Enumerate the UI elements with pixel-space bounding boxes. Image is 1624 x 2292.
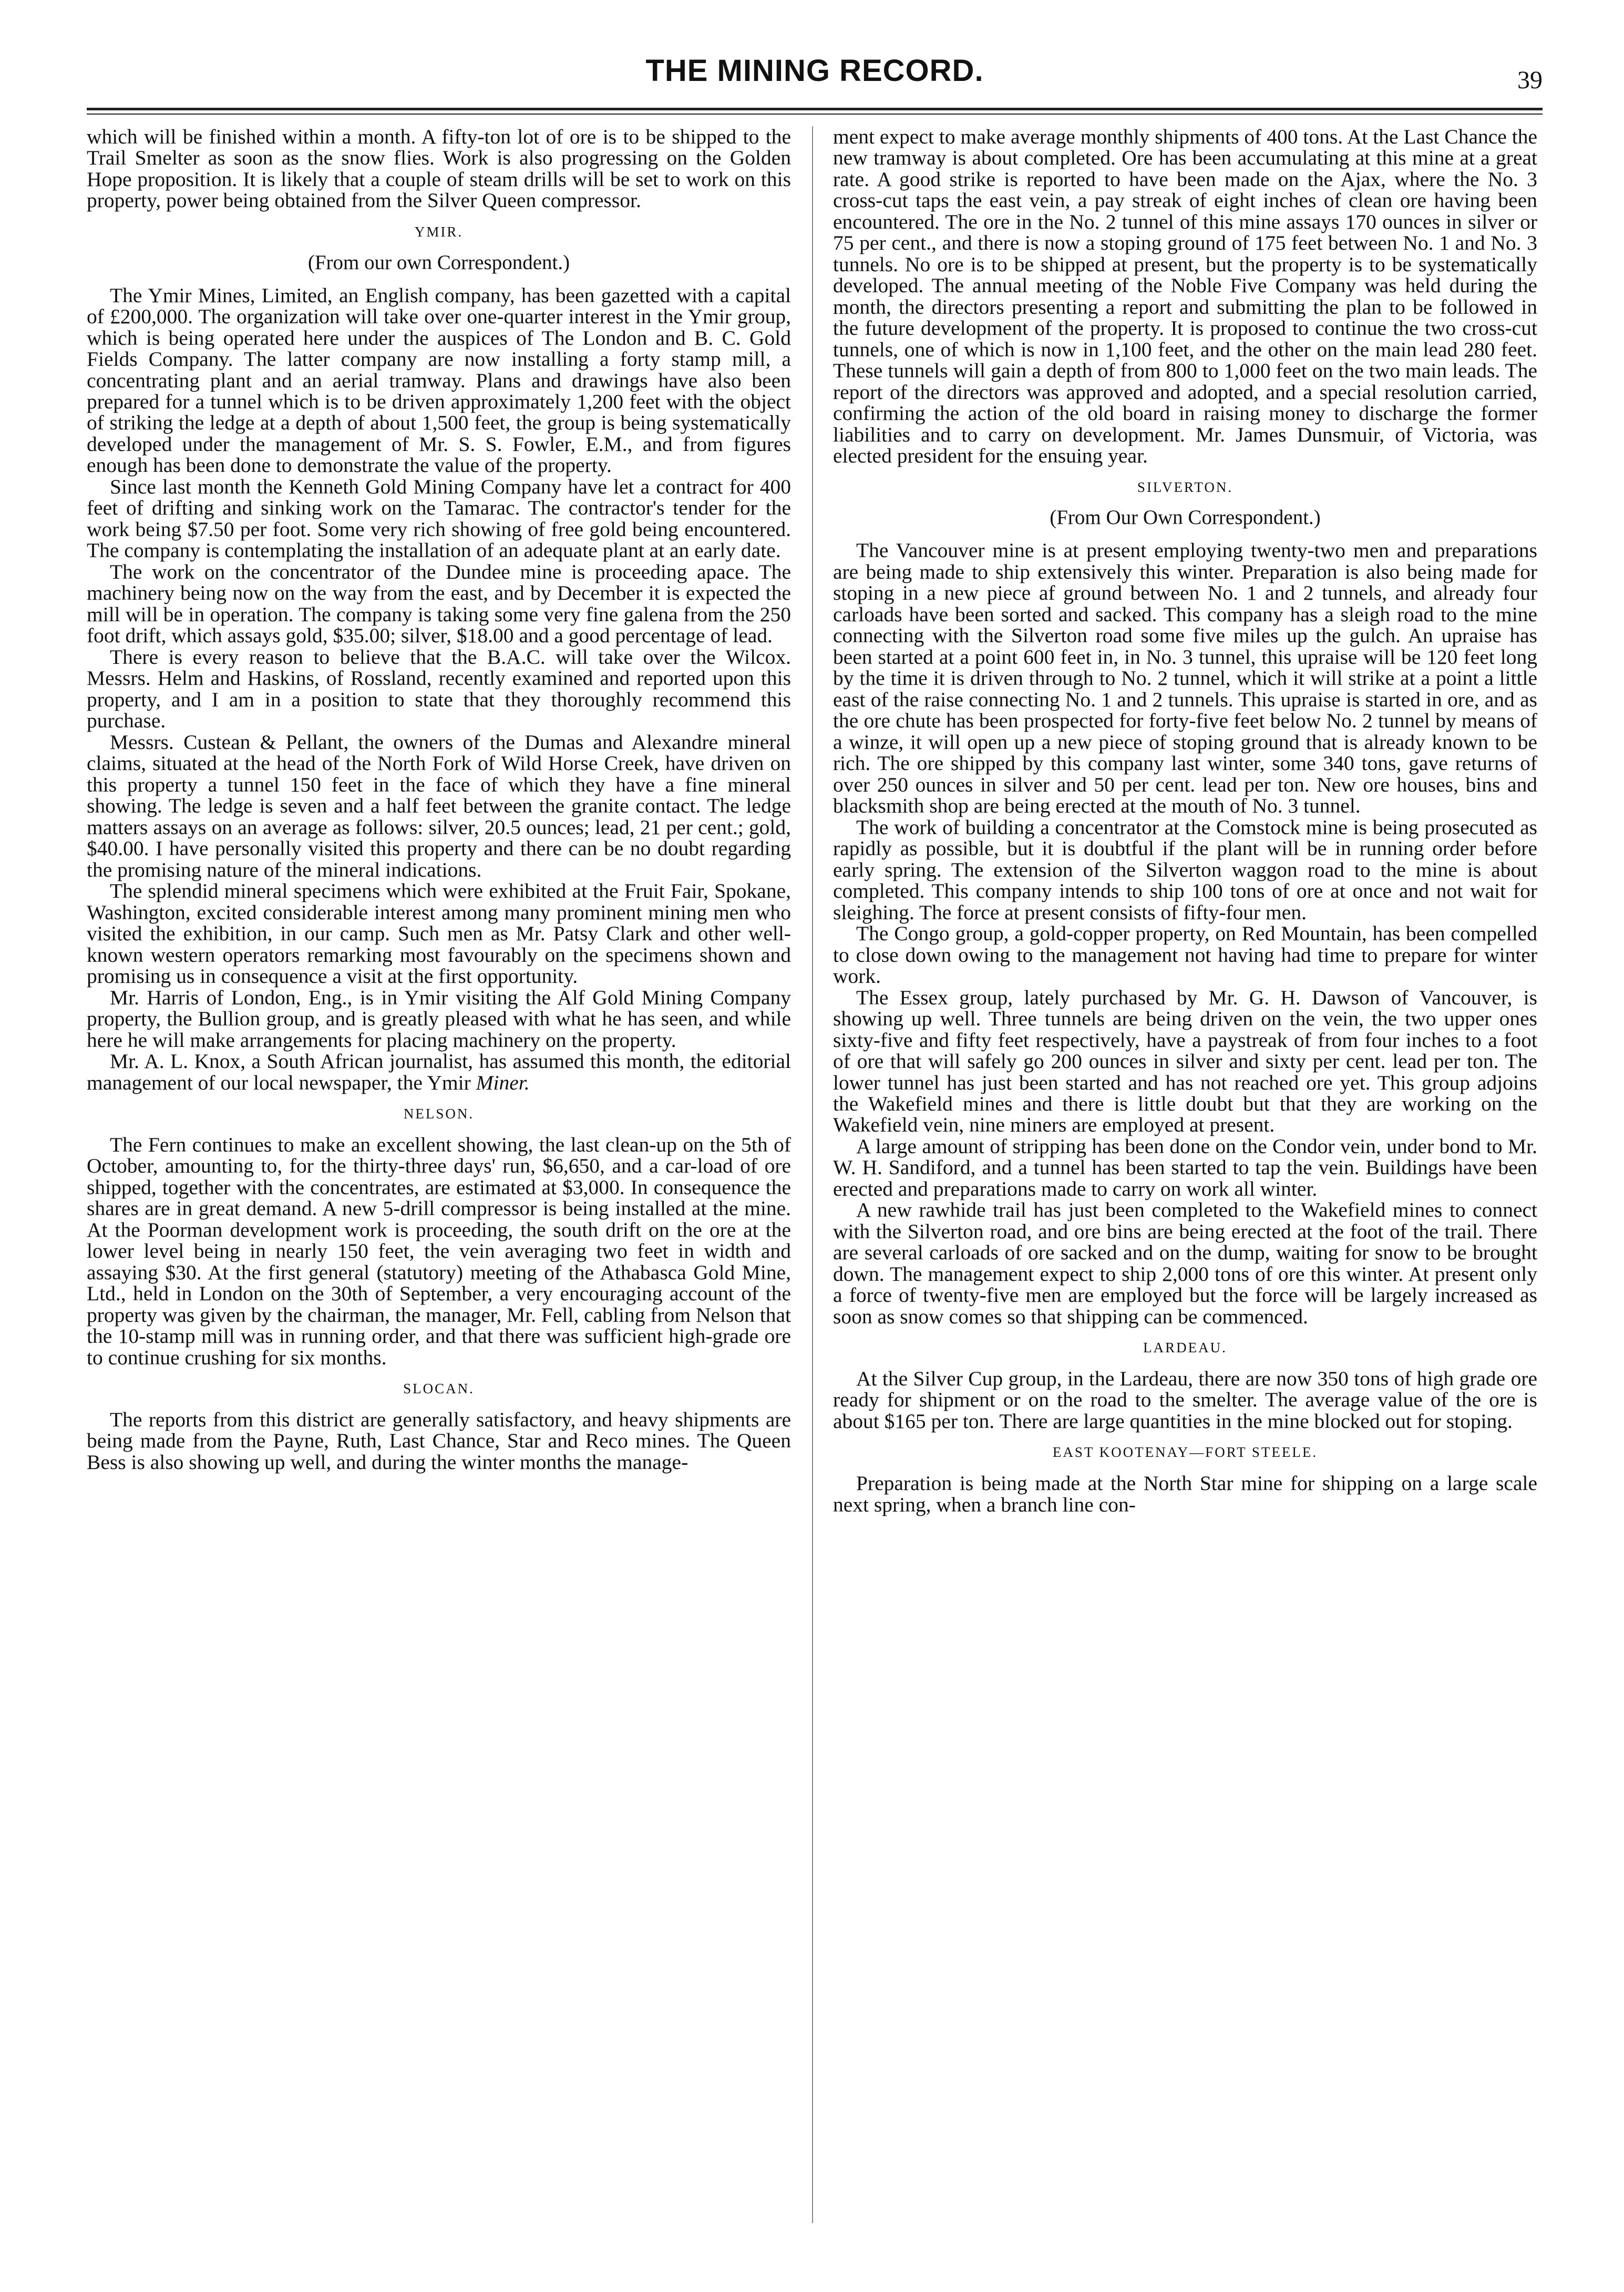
paragraph: The Congo group, a gold-copper property, on Red Mountain, has been compelled to close down owing to the management not having had time to prepare for winter work. (833, 922, 1537, 988)
section-heading-east-kootenay: EAST KOOTENAY—FORT STEELE. (1052, 1444, 1318, 1461)
paragraph: The Fern continues to make an excellent showing, the last clean-up on the 5th of October, amounting to, for the thirty-three days' run, $6,650, and a car-load of ore shipped, together with the concentrates, are estimated at $3,000. In consequence the shares are in great demand. A new 5-drill compressor is being installed at the mine. At the Poorman development work is proceeding, the south drift on the ore at the lower level being in nearly 150 feet, the vein averaging two feet in width and assaying $30. At the first general (statutory) meeting of the Athabasca Gold Mine, Ltd., held in London on the 30th of September, a very encouraging account of the property was given by the chairman, the manager, Mr. Fell, cabling from Nelson that the 10-stamp mill was in running order, and that there was sufficient high-grade ore to continue crushing for six months. (87, 1133, 791, 1369)
correspondent-byline: (From Our Own Correspondent.) (1050, 506, 1321, 529)
journal-title: THE MINING RECORD. (645, 54, 984, 88)
section-heading-silverton: SILVERTON. (1137, 479, 1234, 495)
page-header (87, 50, 1543, 108)
paragraph: Since last month the Kenneth Gold Mining Company have let a contract for 400 feet of drifting and sinking work on the Tamarac. The contractor's tender for the work being $7.50 per foot. Some very rich showing of free gold being encountered. The company is contemplating the installation of an adequate plant at an early date. (87, 475, 791, 562)
paragraph: The Ymir Mines, Limited, an English company, has been gazetted with a capital of £200,000. The organization will take over one-quarter interest in the Ymir group, which is being operated here under the auspices of The London and B. C. Gold Fields Company. The latter company are now installing a forty stamp mill, a concentrating plant and an aerial tramway. Plans and drawings have also been prepared for a tunnel which is to be driven approximately 1,200 feet with the object of striking the ledge at a depth of about 1,500 feet, the group is being systematically developed under the management of Mr. S. S. Fowler, E.M., and from figures enough has been done to demonstrate the value of the property. (87, 283, 791, 477)
paragraph (87, 1051, 791, 1093)
paragraph: A large amount of stripping has been done on the Condor vein, under bond to Mr. W. H. Sandiford, and a tunnel has been started to tap the vein. Buildings have been erected and preparations made to carry on work all winter. (833, 1134, 1537, 1200)
paragraph: There is every reason to believe that the B.A.C. will take over the Wilcox. Messrs. Helm and Haskins, of Rossland, recently examined and reported upon this property, and I am in a position to state that they thoroughly recommend this purchase. (87, 645, 791, 733)
paragraph: which will be finished within a month. A fifty-ton lot of ore is to be shipped to the Trail Smelter as soon as the snow flies. Work is also progressing on the Golden Hope proposition. It is likely that a couple of steam drills will be set to work on this property, power being obtained from the Silver Queen compressor. (87, 125, 791, 212)
paragraph: The splendid mineral specimens which were exhibited at the Fruit Fair, Spokane, Washington, excited considerable interest among many prominent mining men who visited the exhibition, in our camp. Such men as Mr. Patsy Clark and other well-known western operators remarking most favourably on the specimens shown and promising us in consequence a visit at the first opportunity. (87, 879, 791, 988)
paragraph: The work on the concentrator of the Dundee mine is proceeding apace. The machinery being now on the way from the east, and by December it is expected the mill will be in operation. The company is taking some very fine galena from the 250 foot drift, which assays gold, $35.00; silver, $18.00 and a good percentage of lead. (87, 560, 791, 647)
paragraph: The Vancouver mine is at present employing twenty-two men and preparations are being made to ship extensively this winter. Preparation is also being made for stoping in a new piece af ground between No. 1 and 2 tunnels, and already four carloads have been sorted and sacked. This company has a sleigh road to the mine connecting with the Silverton road some five miles up the gulch. An upraise has been started at a point 600 feet in, in No. 3 tunnel, this upraise will be 120 feet long by the time it is driven through to No. 2 tunnel, which it will strike at a point a little east of the raise connecting No. 1 and 2 tunnels. This upraise is started in ore, and as the ore chute has been prospected for forty-five feet below No. 2 tunnel by means of a winze, it will open up a new piece of stoping ground that is already known to be rich. The ore shipped by this company last winter, some 340 tons, gave returns of over 250 ounces in silver and 50 per cent. lead per ton. New ore houses, bins and blacksmith shop are being erected at the mouth of No. 3 tunnel. (833, 539, 1537, 818)
left-column (87, 126, 791, 1473)
section-heading-lardeau: LARDEAU. (1143, 1340, 1227, 1356)
section-heading-slocan: SLOCAN. (403, 1380, 475, 1396)
paragraph: Messrs. Custean & Pellant, the owners of the Dumas and Alexandre mineral claims, situated at the head of the North Fork of Wild Horse Creek, have driven on this property a tunnel 150 feet in the face of which they have a fine mineral showing. The ledge is seven and a half feet between the granite contact. The ledge matters assays on an average as follows: silver, 20.5 ounces; lead, 21 per cent.; gold, $40.00. I have personally visited this property and there can be no doubt regarding the promising nature of the mineral indications. (87, 730, 791, 881)
paragraph: At the Silver Cup group, in the Lardeau, there are now 350 tons of high grade ore ready for shipment or on the road to the smelter. The average value of the ore is about $165 per ton. There are large quantities in the mine blocked out for stoping. (833, 1366, 1537, 1433)
paragraph: The reports from this district are generally satisfactory, and heavy shipments are being made from the Payne, Ruth, Last Chance, Star and Reco mines. The Queen Bess is also showing up well, and during the winter months the manage- (87, 1407, 791, 1474)
correspondent-byline: (From our own Correspondent.) (307, 251, 570, 274)
paragraph: Preparation is being made at the North Star mine for shipping on a large scale next spring, when a branch line con- (833, 1472, 1537, 1516)
section-heading-nelson: NELSON. (403, 1105, 475, 1122)
paragraph: The Essex group, lately purchased by Mr. G. H. Dawson of Vancouver, is showing up well. Three tunnels are being driven on the vein, the two upper ones sixty-five and fifty feet respectively, have a paystreak of from four inches to a foot of ore that will safely go 200 ounces in silver and sixty per cent. lead per ton. The lower tunnel has just been started and has not reached ore yet. This group adjoins the Wakefield mines and there is little doubt but that they are working on the Wakefield vein, nine miners are employed at present. (833, 985, 1537, 1137)
header-rule-thick (87, 108, 1543, 110)
paragraph-text: Mr. A. L. Knox, a South African journalist, has assumed this month, the editorial management of our local newspaper, the Ymir (87, 1050, 791, 1094)
paragraph: Mr. Harris of London, Eng., is in Ymir visiting the Alf Gold Mining Company property, the Bullion group, and is greatly pleased with what he has seen, and while here he will make arrangements for placing machinery on the property. (87, 985, 791, 1052)
paragraph: A new rawhide trail has just been completed to the Wakefield mines to connect with the Silverton road, and ore bins are being erected at the foot of the trail. There are several carloads of ore sacked and on the dump, waiting for snow to be brought down. The management expect to ship 2,000 tons of ore this winter. At present only a force of twenty-five men are employed but the force will be largely increased as soon as snow comes so that shipping can be commenced. (833, 1198, 1537, 1328)
newspaper-name: Miner. (476, 1071, 530, 1094)
right-column (833, 126, 1537, 1515)
page-number: 39 (1517, 66, 1543, 94)
header-rule-thin (87, 114, 1543, 115)
column-divider (812, 126, 813, 2223)
paragraph: The work of building a concentrator at the Comstock mine is being prosecuted as rapidly as possible, but it is doubtful if the plant will be in running order before early spring. The extension of the Silverton waggon road to the mine is about completed. This company intends to ship 100 tons of ore at once and not wait for sleighing. The force at present consists of fifty-four men. (833, 815, 1537, 924)
section-heading-ymir: YMIR. (414, 223, 464, 240)
paragraph: ment expect to make average monthly shipments of 400 tons. At the Last Chance the new tramway is about completed. Ore has been accumulating at this mine at a great rate. A good strike is reported to have been made on the Ajax, where the No. 3 cross-cut taps the east vein, a pay streak of eight inches of clean ore having been encountered. The ore in the No. 2 tunnel of this mine assays 170 ounces in silver or 75 per cent., and there is now a stoping ground of 175 feet between No. 1 and No. 3 tunnels. No ore is to be shipped at present, but the property is to be systematically developed. The annual meeting of the Noble Five Company was held during the month, the directors presenting a report and submitting the plan to be followed in the future development of the property. It is proposed to continue the two cross-cut tunnels, one of which is now in 1,100 feet, and the other on the main lead 280 feet. These tunnels will gain a depth of from 800 to 1,000 feet on the two main leads. The report of the directors was approved and adopted, and a special resolution carried, confirming the action of the old board in raising money to discharge the former liabilities and to carry on development. Mr. James Dunsmuir, of Victoria, was elected president for the ensuing year. (833, 125, 1537, 468)
